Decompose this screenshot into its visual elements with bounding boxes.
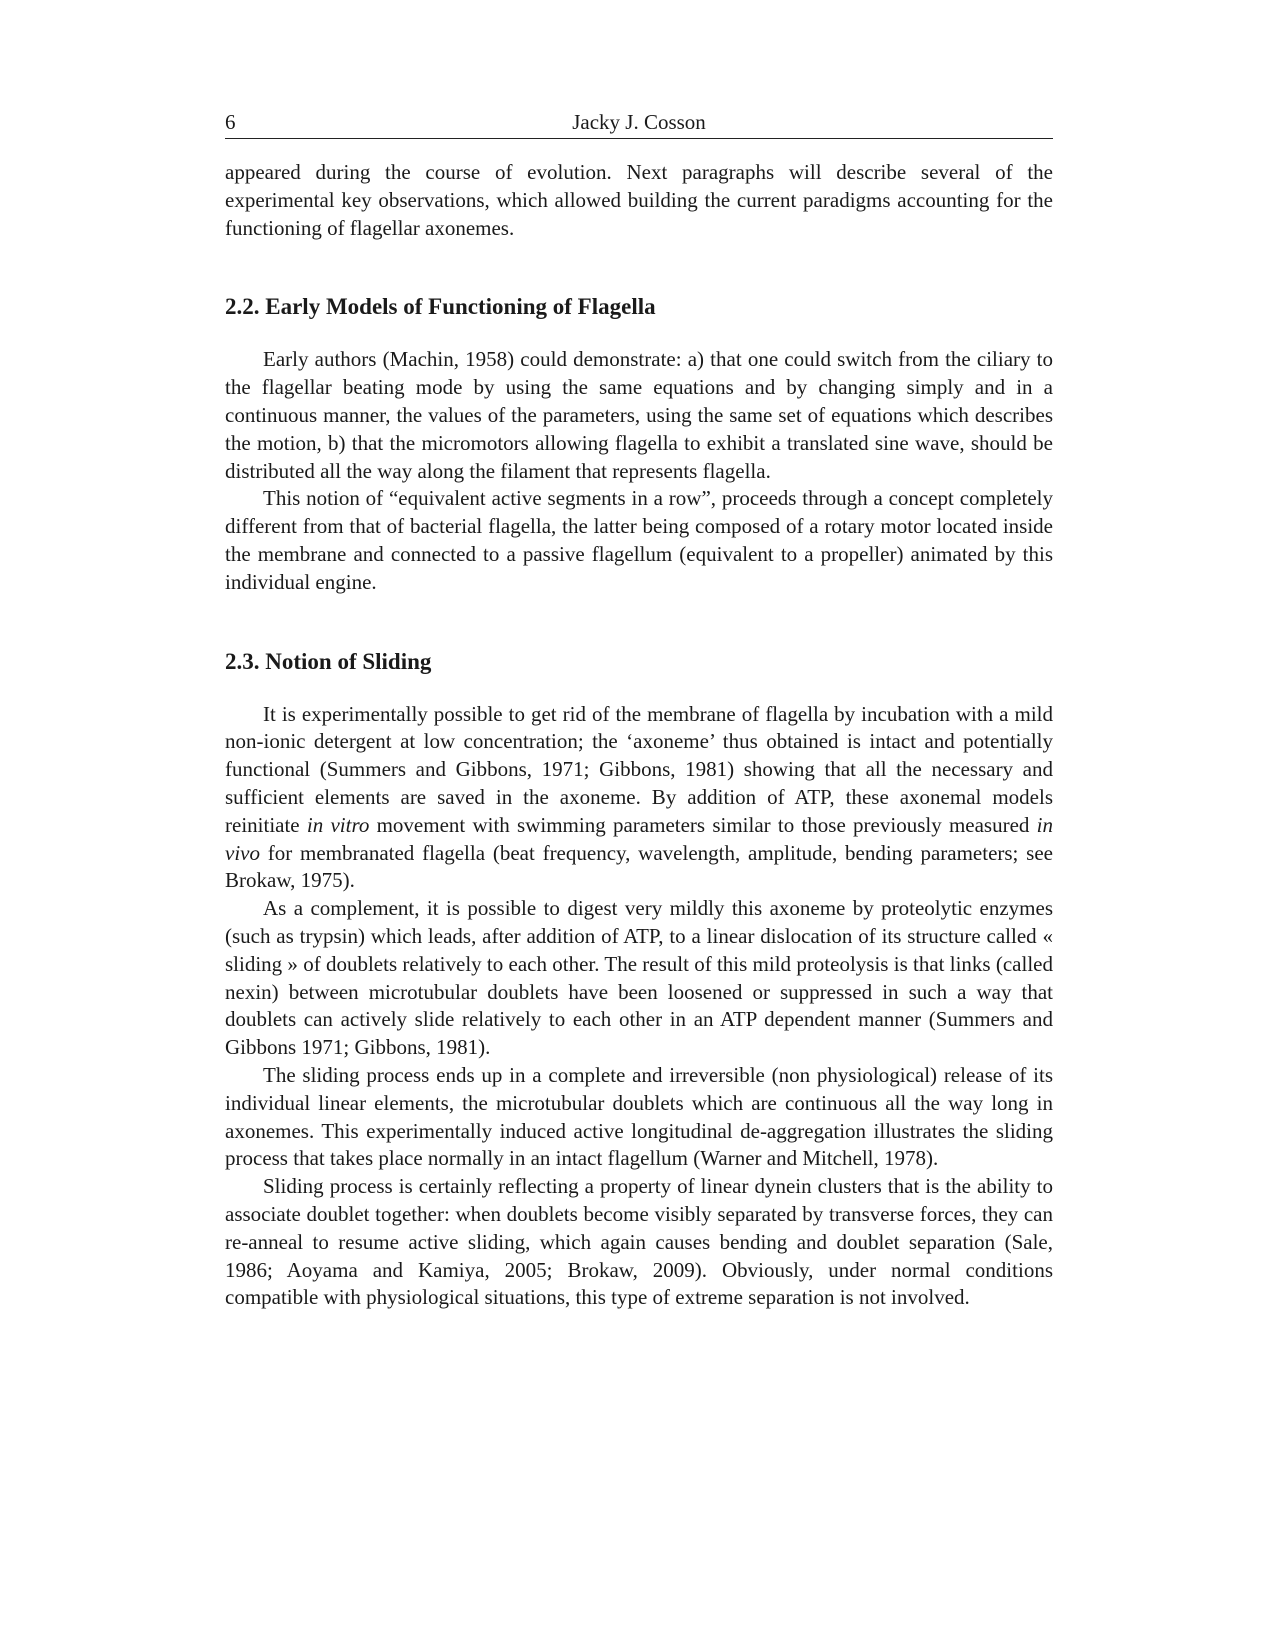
section-heading-2-3: 2.3. Notion of Sliding bbox=[225, 648, 432, 674]
running-head-author: Jacky J. Cosson bbox=[572, 110, 706, 134]
paragraph-early-models: Early authors (Machin, 1958) could demonstrate: a) that one could switch from the ciliary to the flagellar beating mode by using the same equations and by changing simply and in a continuous manner, the values of the parameters, using the same set of equations which describes the motion, b) that the micromotors allowing flagella to exhibit a translated sine wave, should be distributed all the way along the filament that represents flagella. bbox=[225, 347, 1053, 483]
paragraph-proteolysis: As a complement, it is possible to digest very mildly this axoneme by proteolytic enzymes (such as trypsin) which leads, after addition of ATP, to a linear dislocation of its structure called « sliding » of doublets relatively to each other. The result of this mild proteolysis is that links (called nexin) between microtubular doublets have been loosened or suppressed in such a way that doublets can actively slide relatively to each other in an ATP dependent manner (Summers and Gibbons 1971; Gibbons, 1981). bbox=[225, 896, 1053, 1060]
paragraph-equivalent-segments: This notion of “equivalent active segments in a row”, proceeds through a concept completely different from that of bacterial flagella, the latter being composed of a rotary motor located inside the membrane and connected to a passive flagellum (equivalent to a propeller) animated by this individual engine. bbox=[225, 486, 1053, 594]
italic-term-in-vitro: in vitro bbox=[306, 812, 370, 837]
section-heading-2-2: 2.2. Early Models of Functioning of Flagella bbox=[225, 294, 656, 320]
intro-paragraph: appeared during the course of evolution. Next paragraphs will describe several of the experimental key observations, which allowed building the current paradigms accounting for the functioning of flagellar axonemes. bbox=[225, 160, 1053, 240]
text-span: It is experimentally possible to get rid of the membrane of flagella by incubation with a mild non-ionic detergent at low concentration; the ‘axoneme’ thus obtained is intact and potentially functional (Summers and Gibbons, 1971; Gibbons, 1981) showing that all the necessary and sufficient elements are saved in the axoneme. By addition of ATP, these axonemal models reinitiate bbox=[225, 701, 1053, 837]
italic-term-in-vivo: in vivo bbox=[225, 812, 1053, 865]
paragraph-sliding-release: The sliding process ends up in a complete and irreversible (non physiological) release of its individual linear elements, the microtubular doublets which are continuous all the way long in axonemes. This experimentally induced active longitudinal de-aggregation illustrates the sliding process that takes place normally in an intact flagellum (Warner and Mitchell, 1978). bbox=[225, 1062, 1053, 1171]
paragraph-dynein-clusters: Sliding process is certainly reflecting a property of linear dynein clusters that is the ability to associate doublet together: when doublets become visibly separated by transverse forces, they can re-anneal to resume active sliding, which again causes bending and doublet separation (Sale, 1986; Aoyama and Kamiya, 2005; Brokaw, 2009). Obviously, under normal conditions compatible with physiological situations, this type of extreme separation is not involved. bbox=[225, 1174, 1053, 1310]
text-span: movement with swimming parameters similar to those previously measured bbox=[369, 812, 1037, 837]
running-head bbox=[225, 108, 1053, 139]
page-number: 6 bbox=[225, 110, 236, 134]
page bbox=[225, 108, 1053, 1312]
paragraph-axoneme-models bbox=[225, 701, 1053, 896]
text-span: for membranated flagella (beat frequency, wavelength, amplitude, bending parameters; see Brokaw, 1975). bbox=[225, 840, 1053, 893]
